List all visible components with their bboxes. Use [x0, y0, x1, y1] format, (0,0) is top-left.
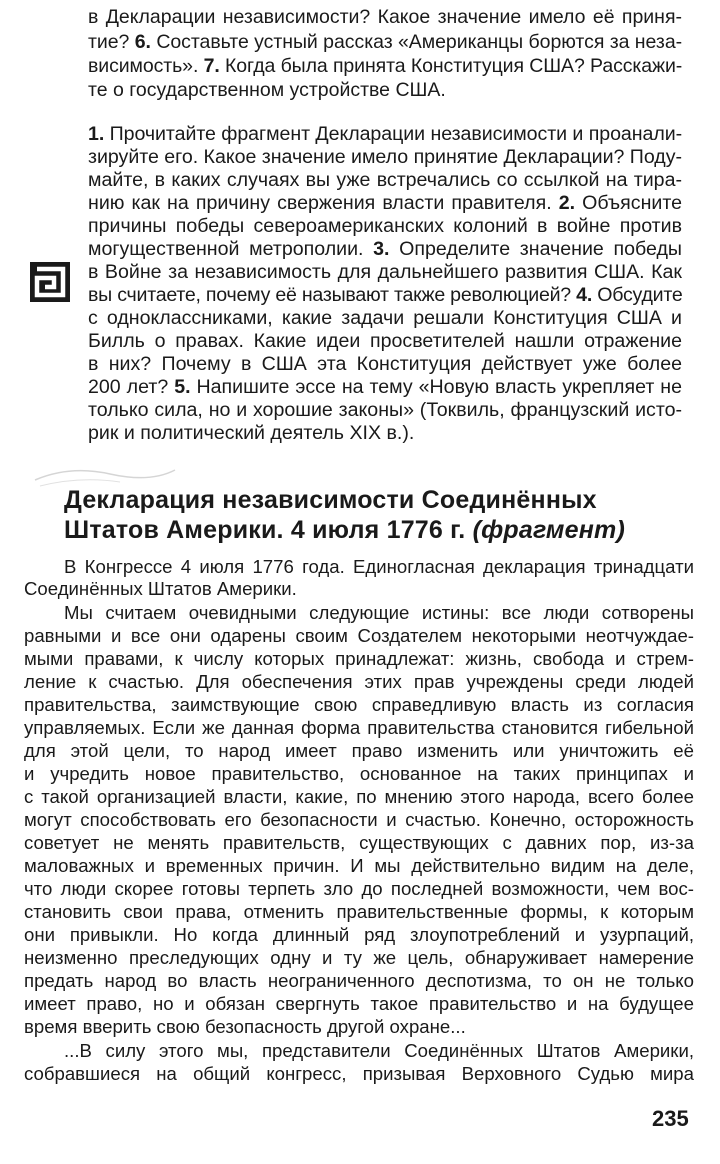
document-line: мыми правами, к числу которых принадлежат: жизнь, свобода и стрем-: [24, 648, 694, 669]
exercise-line: причины победы североамериканских колоний в войне против: [88, 215, 682, 237]
exercise-line: рик и политический деятель XIX в.).: [88, 422, 415, 444]
exercise-line: могущественной метрополии. 3. Определите значение победы: [88, 238, 682, 260]
section-heading-fragment: (фрагмент): [472, 516, 625, 544]
exercise-line: Билль о правах. Какие идеи просветителей нашли отражение: [88, 330, 682, 352]
exercise-line: зируйте его. Какое значение имело принятие Декларации? Поду-: [88, 146, 682, 168]
document-line: равными и все они одарены своим Создателем некоторыми неотчуждае-: [24, 625, 694, 646]
document-line: они привыкли. Но когда длинный ряд злоупотреблений и узурпаций,: [24, 924, 694, 945]
document-line: неизменно преследующих одну и ту же цель, обнаруживает намерение: [24, 947, 694, 968]
exercise-line: в них? Почему в США эта Конституция действует уже более: [88, 353, 682, 375]
top-line: тие? 6. Составьте устный рассказ «Американцы борются за неза-: [88, 31, 683, 53]
document-line: могут способствовать его безопасности и счастью. Конечно, осторожность: [24, 809, 694, 830]
document-line: и учредить новое правительство, основанное на таких принципах и: [24, 763, 694, 784]
document-task-icon: [28, 260, 72, 304]
top-line: висимость». 7. Когда была принята Конституция США? Расскажи-: [88, 55, 683, 77]
exercise-line: 1. Прочитайте фрагмент Декларации независимости и проанали-: [88, 123, 683, 145]
section-heading-date: Штатов Америки. 4 июля 1776 г.: [64, 516, 466, 544]
document-line: Мы считаем очевидными следующие истины: все люди сотворены: [64, 602, 694, 623]
document-line: предать народ во власть неограниченного деспотизма, то он не только: [24, 970, 694, 991]
exercise-line: майте, в каких случаях вы уже встречались со ссылкой на тира-: [88, 169, 682, 191]
section-heading-line2: [64, 516, 625, 545]
document-line: с такой организацией власти, какие, по мнению этого народа, всего более: [24, 786, 694, 807]
document-line: Соединённых Штатов Америки.: [24, 578, 297, 599]
exercise-line: 200 лет? 5. Напишите эссе на тему «Новую власть укрепляет не: [88, 376, 682, 398]
document-line: время вверить свою безопасность другой охране...: [24, 1016, 466, 1037]
document-line: имеет право, но и обязан свергнуть такое правительство и на будущее: [24, 993, 694, 1014]
document-line: советует не менять правительств, существующих с давних пор, из-за: [24, 832, 694, 853]
exercise-line: с одноклассниками, какие задачи решали Конституция США и: [88, 307, 682, 329]
document-line: собравшиеся на общий конгресс, призывая Верховного Судью мира: [24, 1063, 694, 1084]
document-line: ...В силу этого мы, представители Соединённых Штатов Америки,: [64, 1040, 694, 1061]
document-line: ление к счастью. Для обеспечения этих прав учреждены среди людей: [24, 671, 694, 692]
section-heading-line1: Декларация независимости Соединённых: [64, 486, 597, 514]
top-line: те о государственном устройстве США.: [88, 79, 446, 101]
exercise-line: только сила, но и хорошие законы» (Токвиль, французский исто-: [88, 399, 682, 421]
document-line: управляемых. Если же данная форма правительства становится гибельной: [24, 717, 694, 738]
exercise-line: в Войне за независимость для дальнейшего развития США. Как: [88, 261, 682, 283]
document-line: что люди скорее готовы терпеть зло до последней возможности, чем вос-: [24, 878, 694, 899]
exercise-line: вы считаете, почему её называют также революцией? 4. Обсудите: [88, 284, 683, 306]
top-line: в Декларации независимости? Какое значение имело её приня-: [88, 6, 682, 28]
document-line: правительства, заимствующие свою справедливую власть из согласия: [24, 694, 694, 715]
document-line: становить свои права, отменить правительственные формы, к которым: [24, 901, 694, 922]
page-number: 235: [652, 1106, 689, 1131]
document-line: маловажных и временных причин. И мы действительно видим на деле,: [24, 855, 694, 876]
exercise-line: нию как на причину свержения власти правителя. 2. Объясните: [88, 192, 682, 214]
document-line: для этой цели, то народ имеет право изменить или уничтожить её: [24, 740, 694, 761]
document-line: В Конгрессе 4 июля 1776 года. Единогласная декларация тринадцати: [64, 556, 694, 577]
